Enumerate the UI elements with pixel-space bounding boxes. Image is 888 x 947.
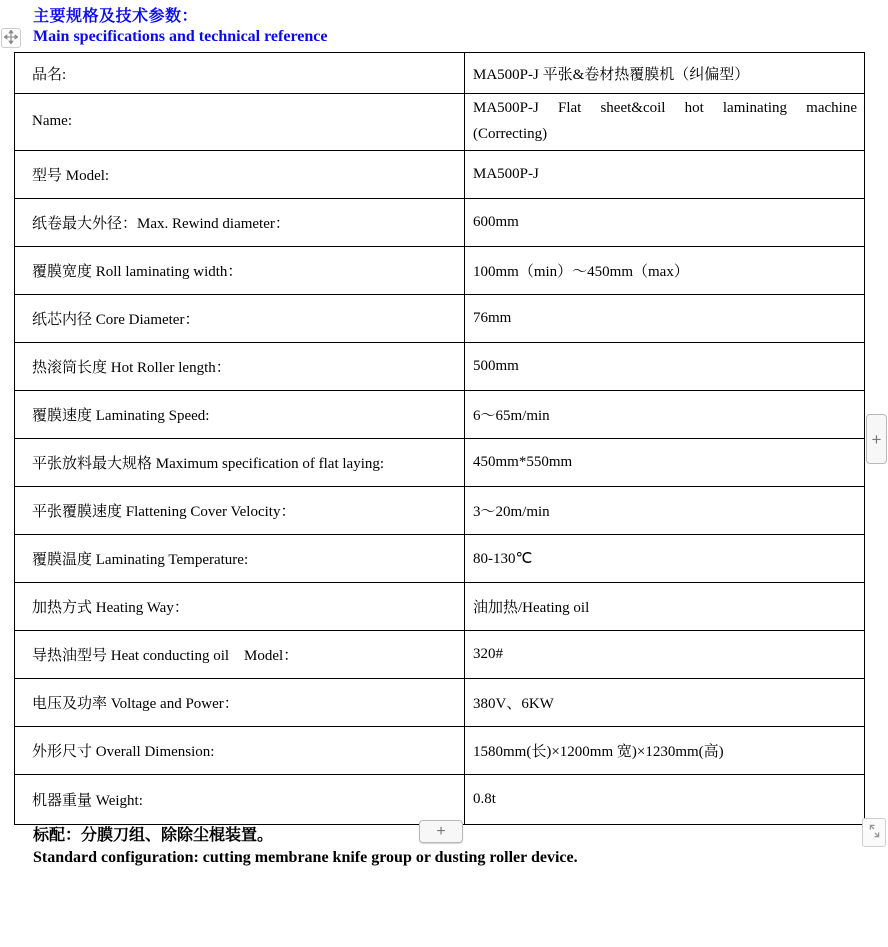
- table-row: [15, 246, 865, 294]
- spec-label-cell: Name:: [15, 94, 465, 151]
- table-row: [15, 390, 865, 438]
- spec-value-cell: 76mm: [465, 294, 865, 342]
- spec-value-cell: 600mm: [465, 198, 865, 246]
- spec-value-cell: MA500P-J: [465, 150, 865, 198]
- spec-label-cell: 型号 Model:: [15, 150, 465, 198]
- table-row: [15, 678, 865, 726]
- table-row: [15, 94, 865, 151]
- spec-value-cell: 1580mm(长)×1200mm 宽)×1230mm(高): [465, 726, 865, 774]
- spec-label-cell: 外形尺寸 Overall Dimension:: [15, 726, 465, 774]
- spec-value-cell: 80-130℃: [465, 534, 865, 582]
- plus-icon: +: [436, 822, 446, 840]
- table-row: [15, 198, 865, 246]
- expand-button[interactable]: [862, 818, 886, 847]
- spec-value-cell: 100mm（min）～450mm（max）: [465, 246, 865, 294]
- move-icon: [4, 30, 18, 47]
- spec-value-cell: 3～20m/min: [465, 486, 865, 534]
- spec-label-cell: 热滚筒长度 Hot Roller length：: [15, 342, 465, 390]
- footer-english: Standard configuration: cutting membrane knife group or dusting roller device.: [33, 849, 578, 866]
- spec-value-cell: 6～65m/min: [465, 390, 865, 438]
- spec-label-cell: 电压及功率 Voltage and Power：: [15, 678, 465, 726]
- spec-value-cell: 500mm: [465, 342, 865, 390]
- table-row: [15, 534, 865, 582]
- spec-table: [14, 52, 865, 825]
- spec-value-cell: MA500P-J 平张&卷材热覆膜机（纠偏型）: [465, 53, 865, 94]
- spec-value-cell: 油加热/Heating oil: [465, 582, 865, 630]
- heading-chinese: 主要规格及技术参数：: [33, 8, 199, 25]
- table-row: [15, 294, 865, 342]
- table-row: [15, 342, 865, 390]
- table-row: [15, 438, 865, 486]
- plus-icon: +: [871, 429, 882, 449]
- spec-label-cell: 品名:: [15, 53, 465, 94]
- table-row: [15, 486, 865, 534]
- spec-value-cell: 320#: [465, 630, 865, 678]
- spec-label-cell: 纸卷最大外径：Max. Rewind diameter：: [15, 198, 465, 246]
- spec-value-cell: 450mm*550mm: [465, 438, 865, 486]
- spec-label-cell: 覆膜宽度 Roll laminating width：: [15, 246, 465, 294]
- add-button-right[interactable]: [866, 414, 887, 464]
- spec-label-cell: 加热方式 Heating Way：: [15, 582, 465, 630]
- spec-label-cell: 纸芯内径 Core Diameter：: [15, 294, 465, 342]
- spec-label-cell: 平张放料最大规格 Maximum specification of flat laying:: [15, 438, 465, 486]
- expand-nwse-icon: [868, 823, 881, 842]
- spec-label-cell: 覆膜速度 Laminating Speed:: [15, 390, 465, 438]
- table-row: [15, 630, 865, 678]
- spec-label-cell: 覆膜温度 Laminating Temperature:: [15, 534, 465, 582]
- spec-value-cell: 380V、6KW: [465, 678, 865, 726]
- add-button-bottom[interactable]: [419, 820, 463, 843]
- spec-label-cell: 机器重量 Weight:: [15, 774, 465, 824]
- table-row: [15, 53, 865, 94]
- heading-english: Main specifications and technical reference: [33, 28, 328, 45]
- spec-value-cell: MA500P-J Flat sheet&coil hot laminating machine (Correcting): [465, 94, 865, 151]
- move-handle[interactable]: [1, 28, 21, 48]
- spec-value-cell: 0.8t: [465, 774, 865, 824]
- table-row: [15, 582, 865, 630]
- table-row: [15, 150, 865, 198]
- spec-label-cell: 平张覆膜速度 Flattening Cover Velocity：: [15, 486, 465, 534]
- table-row: [15, 774, 865, 824]
- footer-chinese: 标配：分膜刀组、除除尘棍装置。: [33, 827, 274, 844]
- spec-label-cell: 导热油型号 Heat conducting oil Model：: [15, 630, 465, 678]
- table-row: [15, 726, 865, 774]
